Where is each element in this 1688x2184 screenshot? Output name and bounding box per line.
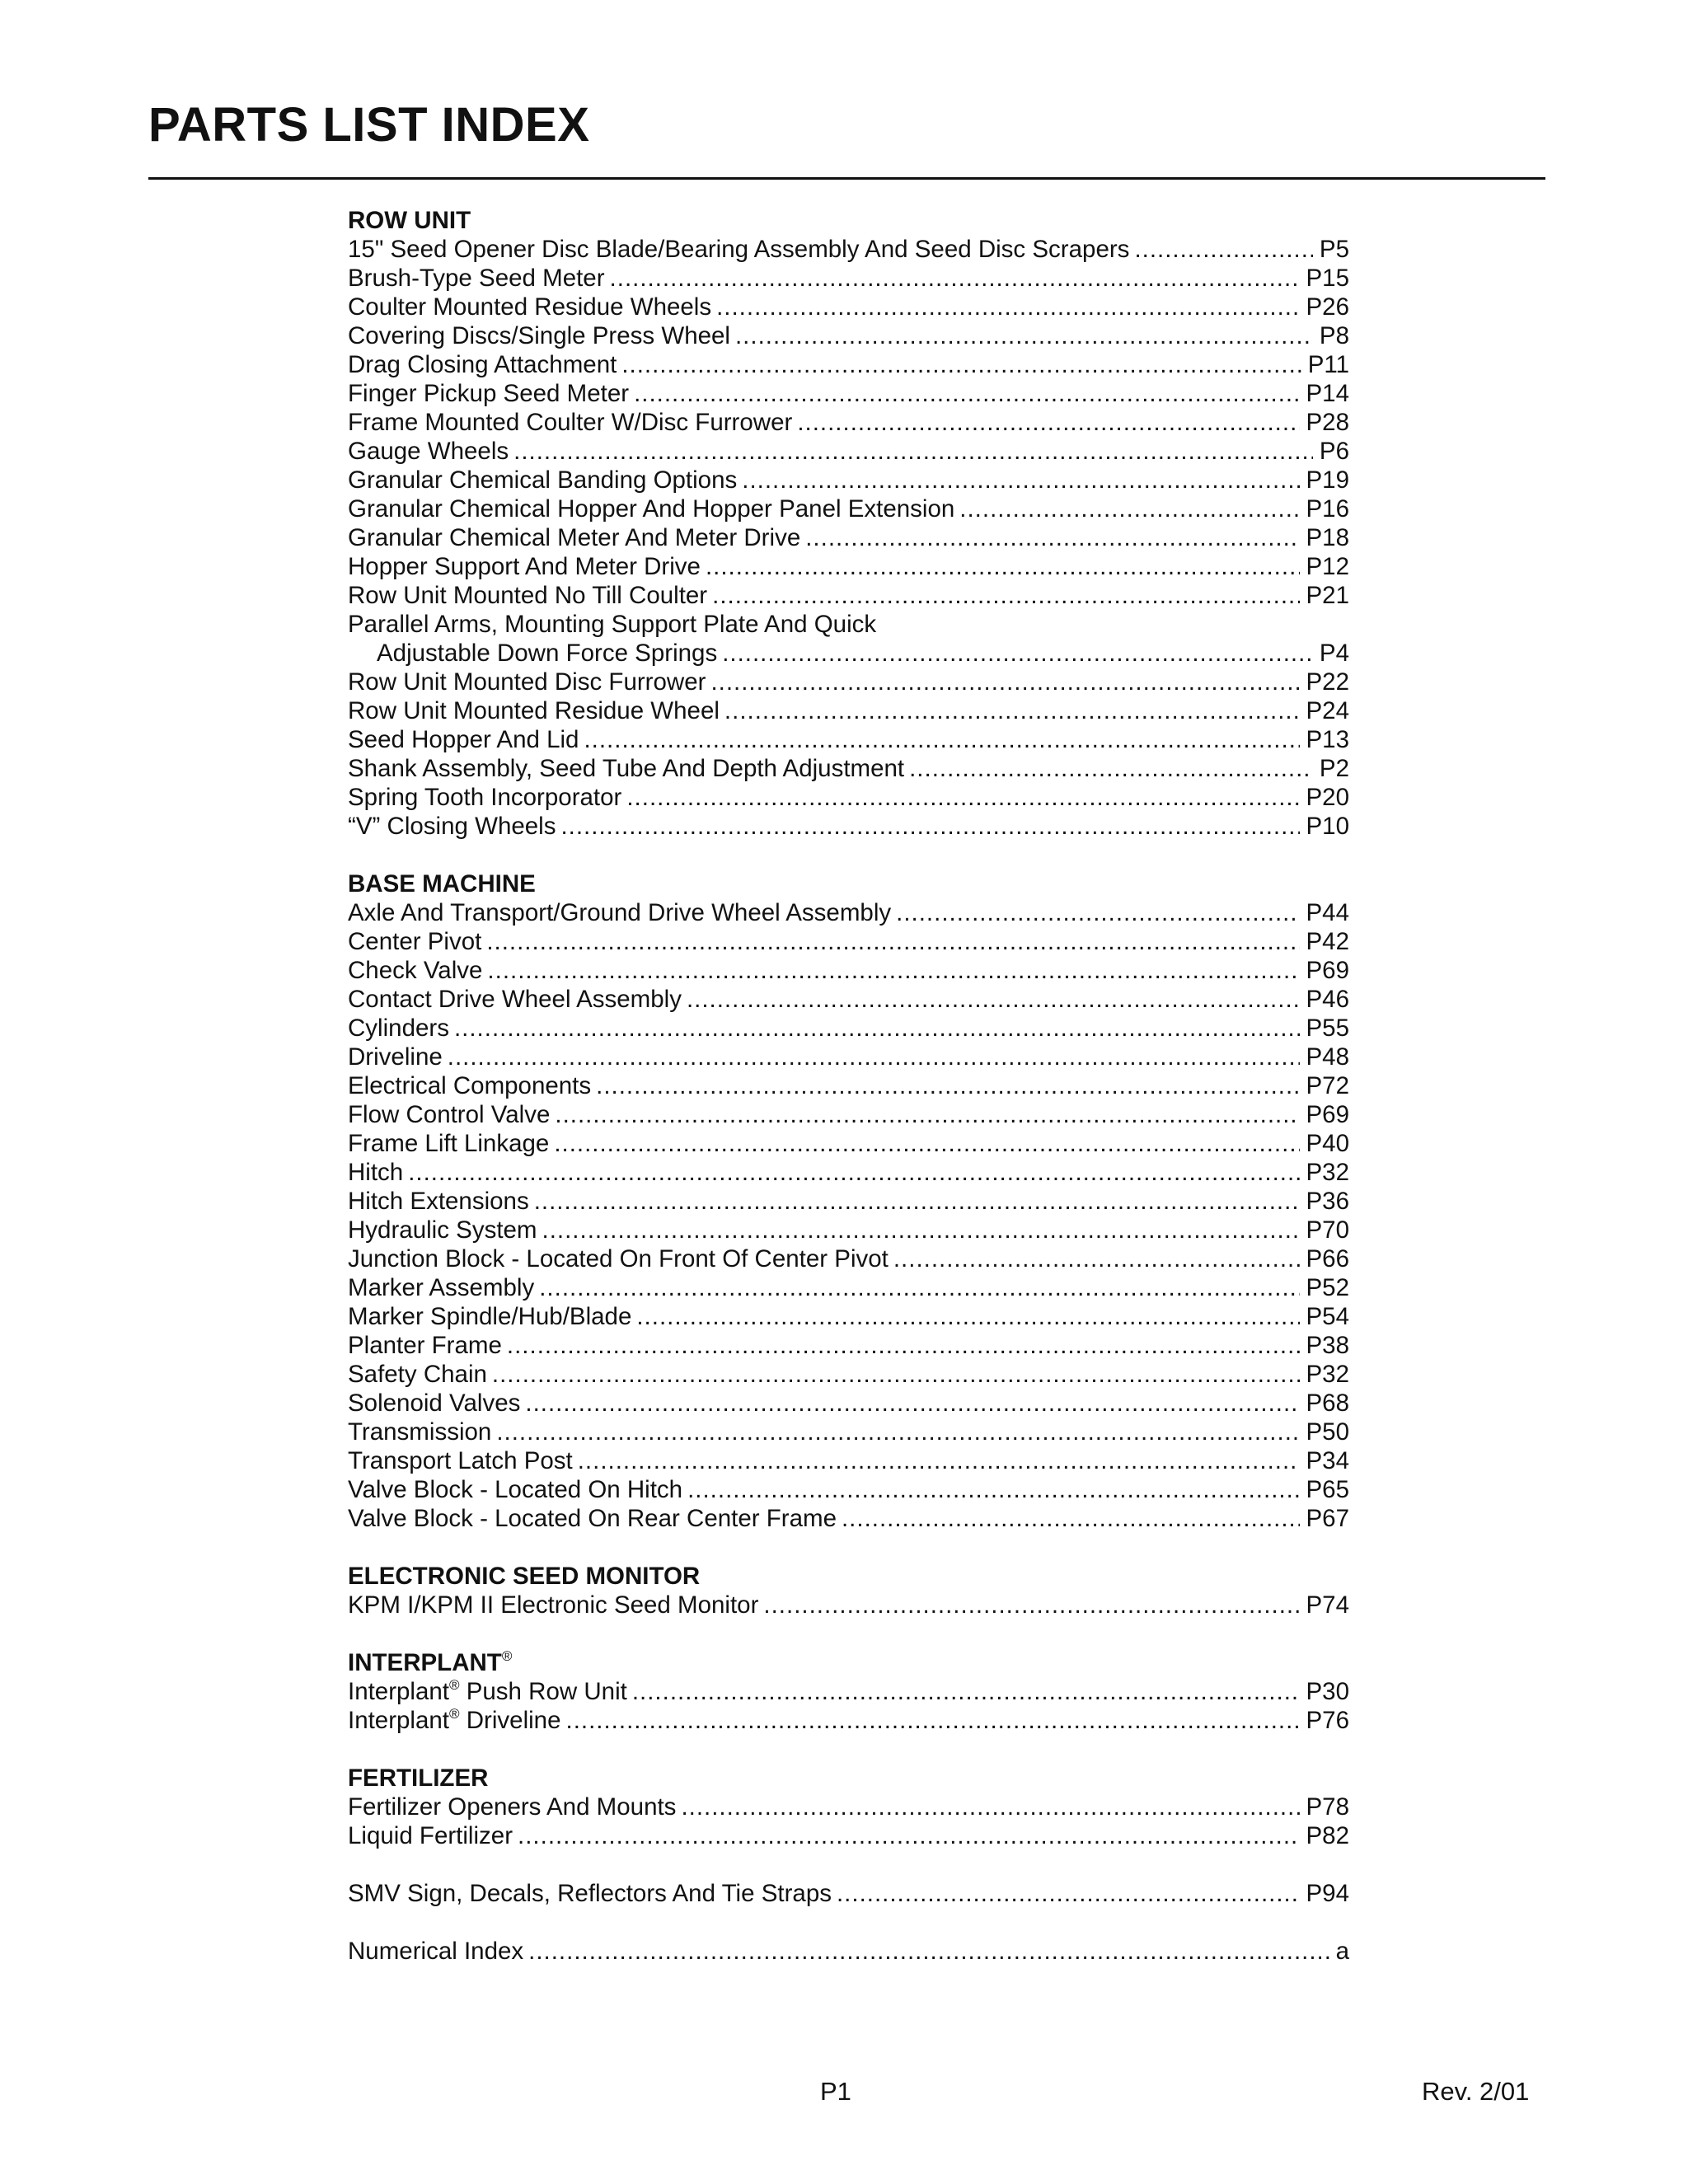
index-entry[interactable] [348,1014,1349,1043]
entry-page-ref: P6 [1319,438,1349,465]
entry-label: Covering Discs/Single Press Wheel [348,322,730,349]
entry-label: Electrical Components [348,1072,592,1099]
dot-leader [486,927,1299,956]
entry-page-ref: P48 [1306,1043,1349,1071]
index-entry[interactable] [348,1418,1349,1446]
dot-leader [626,783,1299,812]
dot-leader [448,1043,1300,1071]
dot-leader [706,552,1300,581]
entry-label: Interplant® Push Row Unit [348,1677,627,1705]
index-entry[interactable] [348,1302,1349,1331]
entry-page-ref: P69 [1306,957,1349,984]
index-entry[interactable] [348,1475,1349,1504]
entry-page-ref: P76 [1306,1707,1349,1734]
entry-label: 15" Seed Opener Disc Blade/Bearing Assembly And Seed Disc Scrapers [348,236,1130,263]
entry-page-ref: P65 [1306,1476,1349,1503]
index-entry[interactable] [348,494,1349,523]
entry-label: Granular Chemical Banding Options [348,466,738,494]
entry-label: Contact Drive Wheel Assembly [348,986,682,1013]
entry-page-ref: P94 [1306,1880,1349,1907]
index-entry[interactable] [348,754,1349,783]
entry-label: Transmission [348,1418,492,1446]
entry-page-ref: P78 [1306,1793,1349,1821]
entry-page-ref: P5 [1319,236,1349,263]
entry-label: Valve Block - Located On Hitch [348,1476,683,1503]
index-entry[interactable] [348,1273,1349,1302]
standalone-entry [348,1937,1349,1966]
dot-leader [621,350,1301,379]
entry-label: Seed Hopper And Lid [348,726,579,753]
dot-leader [842,1504,1300,1533]
index-entry[interactable] [348,1100,1349,1129]
dot-leader [896,898,1299,927]
entry-label: SMV Sign, Decals, Reflectors And Tie Straps [348,1880,832,1907]
index-entry[interactable] [348,898,1349,927]
dot-leader [722,639,1313,668]
index-section [348,206,1349,841]
index-entry[interactable] [348,985,1349,1014]
section-heading: INTERPLANT® [348,1648,513,1676]
index-entry[interactable] [348,927,1349,956]
entry-label: Hitch [348,1159,404,1186]
footer-revision: Rev. 2/01 [1422,2077,1530,2106]
dot-leader [634,379,1299,408]
dot-leader [797,408,1299,437]
dot-leader [507,1331,1300,1360]
entry-label: Safety Chain [348,1361,487,1388]
entry-label: Hydraulic System [348,1216,537,1244]
page-title: PARTS LIST INDEX [148,98,590,152]
entry-page-ref: P14 [1306,380,1349,407]
entry-label: Driveline [348,1043,443,1071]
index-entry[interactable] [348,437,1349,466]
entry-page-ref: P46 [1306,986,1349,1013]
entry-page-ref: P68 [1306,1390,1349,1417]
entry-page-ref: P18 [1306,524,1349,551]
dot-leader [578,1446,1300,1475]
entry-label: “V” Closing Wheels [348,813,556,840]
index-entry[interactable] [348,1360,1349,1389]
index-entry[interactable] [348,1821,1349,1850]
entry-page-ref: P12 [1306,553,1349,580]
dot-leader [687,985,1300,1014]
title-divider [148,177,1545,180]
dot-leader [632,1677,1300,1706]
dot-leader [454,1014,1300,1043]
entry-page-ref: P19 [1306,466,1349,494]
registered-mark: ® [449,1706,460,1722]
entry-page-ref: P38 [1306,1332,1349,1359]
footer-page-number: P1 [820,2077,851,2106]
index-entry[interactable] [348,1937,1349,1966]
entry-label: Transport Latch Post [348,1447,573,1474]
index-entry[interactable] [348,1591,1349,1619]
entry-page-ref: P30 [1306,1678,1349,1705]
entry-label: Spring Tooth Incorporator [348,784,622,811]
dot-leader [534,1187,1300,1216]
entry-label: Liquid Fertilizer [348,1822,513,1849]
index-entry[interactable] [348,552,1349,581]
dot-leader [687,1475,1299,1504]
entry-label: Brush-Type Seed Meter [348,265,605,292]
entry-label: Solenoid Valves [348,1390,521,1417]
standalone-entry [348,1879,1349,1908]
registered-mark: ® [449,1677,460,1693]
entry-label: Junction Block - Located On Front Of Center Pivot [348,1245,889,1272]
entry-label: Marker Assembly [348,1274,535,1301]
entry-page-ref: P67 [1306,1505,1349,1532]
entry-label: Frame Lift Linkage [348,1130,550,1157]
index-entry[interactable] [348,1677,1349,1706]
entry-page-ref: P8 [1319,322,1349,349]
entry-label: Coulter Mounted Residue Wheels [348,293,712,321]
index-section [348,1648,1349,1735]
dot-leader [487,956,1299,985]
index-entry[interactable] [348,235,1349,264]
entry-label: Hitch Extensions [348,1188,529,1215]
index-section [348,869,1349,1533]
dot-leader [610,264,1300,293]
dot-leader [959,494,1299,523]
entry-label: Shank Assembly, Seed Tube And Depth Adjustment [348,755,905,782]
dot-leader [681,1793,1299,1821]
entry-label: Numerical Index [348,1938,524,1965]
dot-leader [735,321,1313,350]
entry-label: Row Unit Mounted Residue Wheel [348,697,720,724]
index-entry[interactable] [348,1879,1349,1908]
dot-leader [716,293,1299,321]
index-entry[interactable] [348,1129,1349,1158]
entry-label: Hopper Support And Meter Drive [348,553,701,580]
index-entry[interactable] [348,466,1349,494]
dot-leader [560,812,1299,841]
dot-leader [763,1591,1299,1619]
entry-page-ref: a [1335,1938,1349,1965]
index-entry[interactable] [348,1158,1349,1187]
entry-page-ref: P55 [1306,1015,1349,1042]
index-entry[interactable] [348,1504,1349,1533]
entry-label: Check Valve [348,957,483,984]
index-entry[interactable] [348,321,1349,350]
entry-page-ref: P26 [1306,293,1349,321]
entry-label: Planter Frame [348,1332,502,1359]
index-entry[interactable] [348,639,1349,668]
entry-page-ref: P24 [1306,697,1349,724]
dot-leader [724,696,1300,725]
index-entry[interactable] [348,1446,1349,1475]
entry-page-ref: P22 [1306,668,1349,696]
entry-label: Marker Spindle/Hub/Blade [348,1303,632,1330]
entry-label: Adjustable Down Force Springs [377,640,718,667]
index-entry[interactable] [348,1187,1349,1216]
index-section [348,1764,1349,1850]
dot-leader [539,1273,1299,1302]
section-heading: BASE MACHINE [348,870,536,898]
index-entry[interactable] [348,696,1349,725]
dot-leader [805,523,1299,552]
entry-label: Granular Chemical Hopper And Hopper Panel Extension [348,495,955,523]
dot-leader [518,1821,1299,1850]
entry-page-ref: P54 [1306,1303,1349,1330]
entry-label: Gauge Wheels [348,438,509,465]
index-entry[interactable] [348,523,1349,552]
entry-page-ref: P16 [1306,495,1349,523]
entry-label: Axle And Transport/Ground Drive Wheel Assembly [348,899,892,926]
dot-leader [710,668,1299,696]
dot-leader [596,1071,1299,1100]
entry-page-ref: P40 [1306,1130,1349,1157]
index-entry[interactable] [348,581,1349,610]
section-heading: ROW UNIT [348,207,471,234]
dot-leader [554,1129,1299,1158]
entry-page-ref: P13 [1306,726,1349,753]
entry-page-ref: P42 [1306,928,1349,955]
index-entry[interactable] [348,812,1349,841]
entry-label: Row Unit Mounted No Till Coulter [348,582,708,609]
entry-page-ref: P52 [1306,1274,1349,1301]
entry-label: KPM I/KPM II Electronic Seed Monitor [348,1591,759,1619]
index-entry[interactable] [348,1043,1349,1071]
entry-page-ref: P10 [1306,813,1349,840]
index-entry[interactable] [348,956,1349,985]
entry-label: Interplant® Driveline [348,1706,561,1734]
dot-leader [542,1216,1300,1244]
section-heading: ELECTRONIC SEED MONITOR [348,1563,701,1590]
dot-leader [408,1158,1299,1187]
entry-page-ref: P2 [1319,755,1349,782]
index-entry[interactable] [348,293,1349,321]
index-entry[interactable] [348,350,1349,379]
entry-page-ref: P74 [1306,1591,1349,1619]
entry-page-ref: P15 [1306,265,1349,292]
index-entry[interactable] [348,1216,1349,1244]
registered-mark: ® [501,1648,513,1664]
entry-label: Drag Closing Attachment [348,351,617,378]
entry-page-ref: P50 [1306,1418,1349,1446]
entry-page-ref: P36 [1306,1188,1349,1215]
index-entry[interactable] [348,1706,1349,1735]
index-entry[interactable] [348,783,1349,812]
dot-leader [837,1879,1300,1908]
entry-page-ref: P82 [1306,1822,1349,1849]
entry-page-ref: P72 [1306,1072,1349,1099]
dot-leader [742,466,1299,494]
entry-page-ref: P4 [1319,640,1349,667]
index-entry[interactable] [348,1244,1349,1273]
index-entry[interactable] [348,264,1349,293]
entry-label-line1: Parallel Arms, Mounting Support Plate And Quick [348,611,877,638]
dot-leader [712,581,1299,610]
entry-page-ref: P21 [1306,582,1349,609]
entry-page-ref: P32 [1306,1159,1349,1186]
entry-page-ref: P69 [1306,1101,1349,1128]
entry-page-ref: P66 [1306,1245,1349,1272]
dot-leader [1134,235,1312,264]
index-entry[interactable] [348,725,1349,754]
entry-label: Row Unit Mounted Disc Furrower [348,668,706,696]
dot-leader [513,437,1313,466]
dot-leader [636,1302,1299,1331]
entry-label: Center Pivot [348,928,482,955]
dot-leader [555,1100,1299,1129]
entry-label: Cylinders [348,1015,449,1042]
index-entry[interactable] [348,379,1349,408]
entry-label: Finger Pickup Seed Meter [348,380,630,407]
parts-index [348,206,1349,1994]
entry-page-ref: P34 [1306,1447,1349,1474]
dot-leader [893,1244,1300,1273]
entry-page-ref: P20 [1306,784,1349,811]
index-entry[interactable] [348,1389,1349,1418]
index-entry[interactable] [348,1071,1349,1100]
index-entry[interactable] [348,1793,1349,1821]
dot-leader [528,1937,1329,1966]
index-entry[interactable] [348,668,1349,696]
dot-leader [492,1360,1300,1389]
entry-page-ref: P70 [1306,1216,1349,1244]
entry-label: Valve Block - Located On Rear Center Frame [348,1505,837,1532]
entry-page-ref: P28 [1306,409,1349,436]
dot-leader [909,754,1313,783]
index-entry[interactable] [348,408,1349,437]
index-entry[interactable] [348,1331,1349,1360]
entry-page-ref: P32 [1306,1361,1349,1388]
dot-leader [584,725,1299,754]
entry-label: Fertilizer Openers And Mounts [348,1793,677,1821]
dot-leader [566,1706,1300,1735]
dot-leader [525,1389,1299,1418]
section-heading: FERTILIZER [348,1765,489,1792]
index-section [348,1562,1349,1619]
dot-leader [496,1418,1299,1446]
entry-label: Granular Chemical Meter And Meter Drive [348,524,801,551]
entry-page-ref: P11 [1307,351,1349,378]
entry-label: Frame Mounted Coulter W/Disc Furrower [348,409,793,436]
entry-label: Flow Control Valve [348,1101,551,1128]
entry-page-ref: P44 [1306,899,1349,926]
